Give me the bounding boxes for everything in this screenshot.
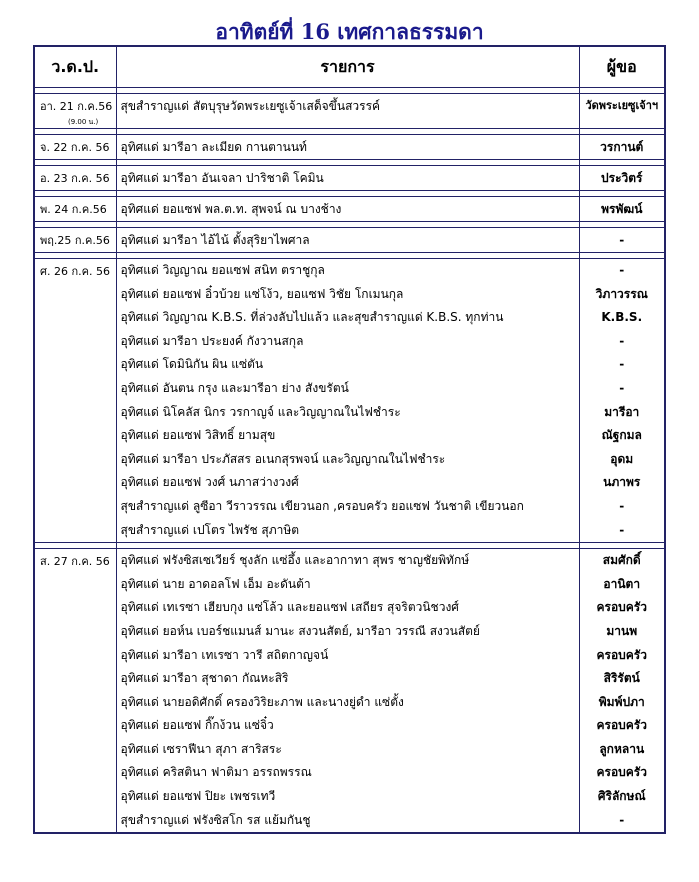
header-requester: ผู้ขอ <box>579 46 665 88</box>
requester-name: - <box>619 812 625 827</box>
requester-name: - <box>619 263 625 277</box>
requester-name: ณัฐกมล <box>601 428 642 443</box>
date-text: พฤ.25 ก.ค.56 <box>40 234 110 247</box>
requester-name: สมศักดิ์ <box>602 553 641 568</box>
mass-intentions-table <box>33 45 666 834</box>
intention-text: อุทิศแด่ วิญญาณ ยอแซฟ สนิท ตราชูกุล <box>120 263 325 277</box>
requester-cell <box>579 197 665 222</box>
date-text: ส. 27 ก.ค. 56 <box>40 555 110 569</box>
intention-text: อุทิศแด่ มารีอา สุชาดา กัณหะสิริ <box>120 671 289 686</box>
intention-text: อุทิศแด่ มารีอา ละเมียด กานตานนท์ <box>120 140 307 154</box>
intentions-cell <box>116 166 579 191</box>
intention-text: อุทิศแด่ ยอแซฟ พล.ต.ท. สุพจน์ ณ บางช้าง <box>120 202 342 216</box>
table-row <box>34 197 665 222</box>
requester-name: วัดพระเยซูเจ้าฯ <box>585 99 659 112</box>
intention-text: อุทิศแด่ ยอห์น เบอร์ชแมนส์ มานะ สงวนสัตย์, มารีอา วรรณี สงวนสัตย์ <box>120 623 480 638</box>
intention-text: อุทิศแด่ มารีอา เทเรซา วารี สถิตกาญจน์ <box>120 647 329 662</box>
table-row <box>34 166 665 191</box>
requester-name: พิมพ์ปภา <box>598 694 645 709</box>
date-text: อ. 23 ก.ค. 56 <box>40 172 110 185</box>
requester-cell <box>579 166 665 191</box>
intention-text: อุทิศแด่ มารีอา ประยงค์ กังวานสกุล <box>120 333 304 348</box>
table-row <box>34 228 665 253</box>
intention-text: สุขสำราญแด่ เปโตร ไพรัช สุภาษิต <box>120 522 300 537</box>
requester-name: - <box>619 522 625 537</box>
requester-name: ลูกหลาน <box>599 741 645 756</box>
requester-name: อุดม <box>610 451 634 466</box>
requester-name: ครอบครัว <box>596 647 647 662</box>
page-title: อาทิตย์ที่ 16 เทศกาลธรรมดา <box>215 19 484 44</box>
intention-text: อุทิศแด่ คริสตินา ฟาติมา อรรถพรรณ <box>120 765 312 780</box>
time-note: (9.00 น.) <box>68 118 99 126</box>
requester-name: - <box>619 498 625 513</box>
intention-text: อุทิศแด่ นาย อาดอลโฟ เอ็ม อะดันต้า <box>120 576 311 591</box>
table-body <box>34 88 665 834</box>
header-row <box>34 46 665 88</box>
requester-name: ครอบครัว <box>596 718 647 733</box>
requester-name: พรพัฒน์ <box>601 202 643 216</box>
intentions-cell <box>116 135 579 160</box>
requester-cell <box>579 228 665 253</box>
requester-cell <box>579 259 665 543</box>
requester-name: อานิตา <box>603 576 641 591</box>
intention-text: อุทิศแด่ เทเรซา เฮียบกุง แซ่โล้ว และยอแซฟ เสถียร สุจริตวนิชวงศ์ <box>120 600 459 615</box>
date-cell <box>34 259 116 543</box>
intentions-cell <box>116 259 579 543</box>
table-row <box>34 135 665 160</box>
intention-text: อุทิศแด่ วิญญาณ K.B.S. ที่ล่วงลับไปแล้ว และสุขสำราญแด่ K.B.S. ทุกท่าน <box>120 310 504 325</box>
intention-text: อุทิศแด่ โดมินิกัน ผิน แซ่ตัน <box>120 357 264 372</box>
date-cell <box>34 549 116 834</box>
requester-name: ครอบครัว <box>596 600 647 615</box>
intention-text: อุทิศแด่ ยอแซฟ กิ๊กง้วน แซ่จิ๋ว <box>120 718 274 733</box>
intention-text: อุทิศแด่ มารีอา ไอ้ไน้ ตั้งสุริยาไพศาล <box>120 233 310 247</box>
requester-name: K.B.S. <box>601 310 643 325</box>
date-cell <box>34 135 116 160</box>
requester-name: นภาพร <box>603 475 641 490</box>
intention-text: อุทิศแด่ มารีอา ประภัสสร อเนกสุรพจน์ และวิญญาณในไฟชำระ <box>120 451 446 466</box>
requester-name: ศิริลักษณ์ <box>597 789 646 804</box>
intentions-cell <box>116 197 579 222</box>
requester-name: - <box>619 357 625 372</box>
intention-text: อุทิศแด่ ยอแซฟ วิสิทธิ์ ยามสุข <box>120 428 276 443</box>
intention-text: สุขสำราญแด่ สัตบุรุษวัดพระเยซูเจ้าเสด็จขึ้นสวรรค์ <box>120 99 381 113</box>
intention-text: อุทิศแด่ ยอแซฟ ปิยะ เพชรเทวี <box>120 789 276 804</box>
date-cell <box>34 94 116 129</box>
intentions-cell <box>116 228 579 253</box>
date-cell <box>34 197 116 222</box>
requester-cell <box>579 94 665 129</box>
requester-name: - <box>619 333 625 348</box>
intention-text: อุทิศแด่ อันตน กรุง และมารีอา ย่าง สังขรัตน์ <box>120 380 349 395</box>
date-cell <box>34 166 116 191</box>
requester-name: มารีอา <box>604 404 640 419</box>
intention-text: อุทิศแด่ ฟรังซิสเซเวียร์ ชุงลัก แซ่อึ้ง และอากาทา สุพร ชาญชัยพิทักษ์ <box>120 553 470 568</box>
requester-name: - <box>619 233 625 247</box>
date-text: พ. 24 ก.ค.56 <box>40 203 107 216</box>
intention-text: อุทิศแด่ ยอแซฟ วงศ์ นภาสว่างวงศ์ <box>120 475 299 490</box>
intentions-cell <box>116 94 579 129</box>
requester-name: ครอบครัว <box>596 765 647 780</box>
requester-name: มานพ <box>606 623 638 638</box>
header-items: รายการ <box>116 46 579 88</box>
intention-text: อุทิศแด่ เซราฟีนา สุภา สาริสระ <box>120 741 282 756</box>
requester-name: - <box>619 380 625 395</box>
intention-text: อุทิศแด่ นายอดิศักดิ์ ครองวิริยะภาพ และนางยู่ดำ แซ่ตั้ง <box>120 694 404 709</box>
requester-name: สิริรัตน์ <box>603 671 640 686</box>
table-row <box>34 259 665 543</box>
intention-text: สุขสำราญแด่ ลูซีอา วีราวรรณ เขียวนอก ,ครอบครัว ยอแซฟ วันชาติ เขียวนอก <box>120 498 524 513</box>
intention-text: อุทิศแด่ มารีอา อันเจลา ปาริชาติ โคมิน <box>120 171 324 185</box>
requester-name: วิภาวรรณ <box>595 286 648 301</box>
table-row <box>34 549 665 834</box>
header-date: ว.ด.ป. <box>34 46 116 88</box>
intention-text: อุทิศแด่ ยอแซฟ อิ๋วบ้วย แซ่โง้ว, ยอแซฟ วิชัย โกเมนกุล <box>120 286 404 301</box>
intentions-cell <box>116 549 579 834</box>
requester-name: วรกานต์ <box>600 140 644 154</box>
date-text: อา. 21 ก.ค.56 <box>40 100 113 113</box>
table-row <box>34 94 665 129</box>
date-text: จ. 22 ก.ค. 56 <box>40 141 110 154</box>
date-cell <box>34 228 116 253</box>
requester-cell <box>579 135 665 160</box>
intention-text: อุทิศแด่ นิโคลัส นิกร วรกาญจ์ และวิญญาณในไฟชำระ <box>120 404 401 419</box>
requester-cell <box>579 549 665 834</box>
intention-text: สุขสำราญแด่ ฟรังซิสโก รส แย้มกันชู <box>120 812 311 827</box>
requester-name: ประวิตร์ <box>601 171 643 185</box>
date-text: ศ. 26 ก.ค. 56 <box>40 265 110 278</box>
